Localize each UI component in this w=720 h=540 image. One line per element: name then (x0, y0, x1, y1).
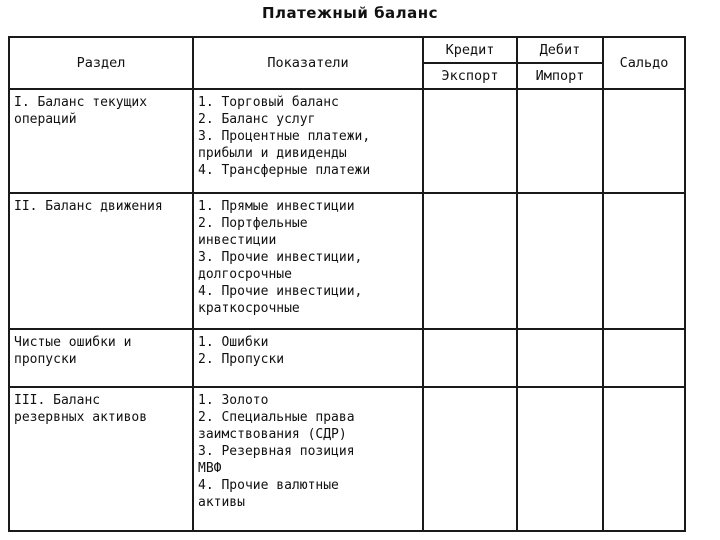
section-line: резервных активов (14, 410, 148, 425)
indicator-line: 2. Баланс услуг (198, 112, 316, 127)
balance-cell (603, 387, 685, 531)
section-line: II. Баланс движения (14, 199, 163, 214)
debit-cell (517, 329, 603, 387)
indicators-cell (193, 329, 423, 387)
indicator-line: 2. Пропуски (198, 352, 285, 367)
indicator-line: прибыли и дивиденды (198, 146, 347, 161)
debit-cell (517, 89, 603, 193)
indicator-line: 4. Трансферные платежи (198, 163, 371, 178)
section-line: операций (14, 112, 77, 127)
indicators-cell (193, 387, 423, 531)
indicator-line: 3. Прочие инвестиции, (198, 250, 363, 265)
header-export: Экспорт (423, 63, 517, 89)
credit-cell (423, 193, 517, 329)
header-debit: Дебит (517, 37, 603, 63)
section-line: III. Баланс (14, 393, 101, 408)
debit-cell (517, 193, 603, 329)
indicators-cell (193, 89, 423, 193)
section-cell (9, 193, 193, 329)
indicator-line: заимствования (СДР) (198, 427, 347, 442)
header-indicators: Показатели (193, 37, 423, 89)
indicator-line: 2. Специальные права (198, 410, 355, 425)
indicator-line: 1. Прямые инвестиции (198, 199, 355, 214)
indicator-line: 1. Торговый баланс (198, 95, 339, 110)
indicator-line: 2. Портфельные (198, 216, 308, 231)
credit-cell (423, 387, 517, 531)
indicator-line: МВФ (198, 461, 222, 476)
section-cell (9, 329, 193, 387)
section-line: I. Баланс текущих (14, 95, 148, 110)
balance-cell (603, 193, 685, 329)
header-section: Раздел (9, 37, 193, 89)
indicator-line: краткосрочные (198, 301, 300, 316)
section-cell (9, 387, 193, 531)
table-row (9, 193, 685, 329)
indicator-line: 4. Прочие валютные (198, 478, 339, 493)
header-row (9, 37, 685, 63)
header-import: Импорт (517, 63, 603, 89)
indicators-cell (193, 193, 423, 329)
indicator-line: инвестиции (198, 233, 277, 248)
credit-cell (423, 89, 517, 193)
table-row (9, 387, 685, 531)
indicator-line: 1. Золото (198, 393, 269, 408)
table-row (9, 329, 685, 387)
indicator-line: активы (198, 495, 245, 510)
section-line: Чистые ошибки и (14, 335, 132, 350)
indicator-line: 4. Прочие инвестиции, (198, 284, 363, 299)
header-balance: Сальдо (603, 37, 685, 89)
balance-cell (603, 329, 685, 387)
section-line: пропуски (14, 352, 77, 367)
page-title: Платежный баланс (261, 4, 439, 22)
balance-of-payments-table (8, 36, 686, 532)
debit-cell (517, 387, 603, 531)
table-row (9, 89, 685, 193)
section-cell (9, 89, 193, 193)
credit-cell (423, 329, 517, 387)
indicator-line: 3. Резервная позиция (198, 444, 355, 459)
header-credit: Кредит (423, 37, 517, 63)
balance-cell (603, 89, 685, 193)
indicator-line: 3. Процентные платежи, (198, 129, 371, 144)
indicator-line: долгосрочные (198, 267, 292, 282)
indicator-line: 1. Ошибки (198, 335, 269, 350)
